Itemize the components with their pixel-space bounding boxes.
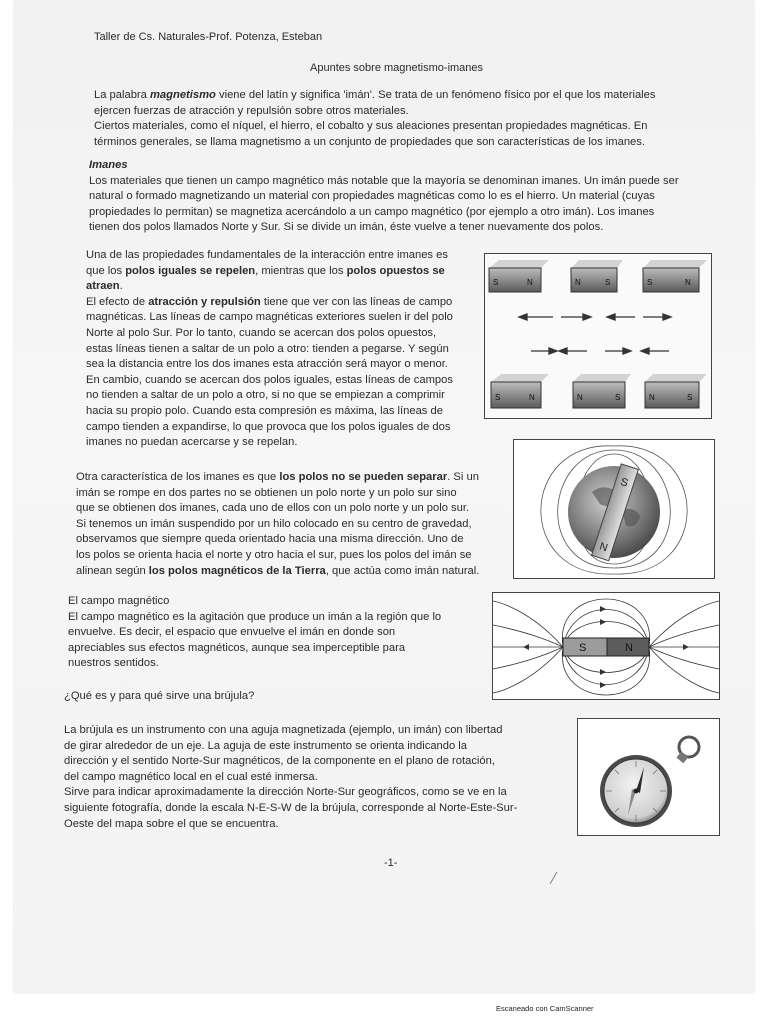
pole-label: N	[527, 278, 533, 287]
pole-label: S	[647, 278, 653, 287]
text-line: Sirve para indicar aproximadamente la dirección Norte-Sur geográficos, como se ve en la	[64, 786, 507, 799]
keyword-atraen: atraen	[86, 280, 120, 293]
text-line: imán se rompe en dos partes no se obtienen un polo norte y un polo sur sino	[76, 486, 457, 499]
pole-label: N	[685, 278, 691, 287]
page-number: -1-	[384, 857, 398, 869]
text-line: los polos se orienta hacia el norte y otro hacia el sur, pues los polos del imán se	[76, 548, 472, 561]
text: alinean según	[76, 564, 149, 577]
compass-figure	[577, 718, 720, 836]
pole-label: S	[687, 393, 693, 402]
text-line: estas líneas tienen a saltar de un polo a otro: tienden a pegarse. Y según	[86, 342, 449, 355]
pole-label: S	[618, 475, 630, 490]
keyword-polos-iguales: polos iguales se repelen	[125, 264, 256, 277]
text-line: Los materiales que tienen un campo magnético más notable que la mayoría se denominan imanes. Un imán puede ser	[89, 174, 679, 187]
magnetic-field-figure	[492, 592, 720, 700]
text-line: Norte al polo Sur. Por lo tanto, cuando se acercan dos polos opuestos,	[86, 326, 437, 339]
text: La palabra	[94, 89, 150, 101]
keyword-no-separar: los polos no se pueden separar	[279, 471, 448, 483]
keyword-magnetismo: magnetismo	[149, 89, 216, 101]
text-line: términos generales, se llama magnetismo a un conjunto de propiedades que son características de los imanes.	[94, 135, 645, 148]
text-line: Si tenemos un imán suspendido por un hilo colocado en su centro de gravedad,	[76, 517, 472, 530]
pole-label: S	[495, 393, 501, 402]
magnet-pair-3	[643, 260, 707, 292]
text-line: propiedades lo permitan) se magnetiza acercándolo a un campo magnético (por ejemplo a otro imán). Los imanes	[89, 205, 655, 218]
text: , mientras que los	[255, 264, 347, 277]
document-header: Taller de Cs. Naturales-Prof. Potenza, Esteban	[94, 31, 323, 43]
magnet-pair-2	[571, 260, 623, 292]
text-line: Una de las propiedades fundamentales de la interacción entre imanes es	[86, 249, 448, 261]
magnet-pair-6	[645, 374, 707, 408]
pole-label: S	[493, 278, 499, 287]
imanes-section	[89, 158, 709, 236]
compass-icon	[600, 737, 699, 827]
brujula-question: ¿Qué es y para qué sirve una brújula?	[64, 690, 255, 702]
text-line: sea la distancia entre los dos imanes esta atracción será mayor o menor.	[86, 358, 448, 371]
text-line: de girar alrededor de un eje. La aguja de este instrumento se orienta indicando la	[64, 739, 468, 752]
text: que los	[86, 264, 126, 277]
field-bar-magnet	[563, 638, 649, 656]
text: Otra característica de los imanes es que	[76, 471, 280, 483]
pole-label: S	[605, 278, 611, 287]
keyword-polos-opuestos: polos opuestos se	[346, 264, 445, 277]
campo-heading: El campo magnético	[68, 595, 170, 607]
text-line: Ciertos materiales, como el níquel, el hierro, el cobalto y sus aleaciones presentan propiedades magnéticas. En	[94, 120, 648, 133]
magnet-pair-5	[573, 374, 631, 408]
magnets-interaction-figure	[484, 253, 712, 419]
text-line: magnéticas. Las líneas de campo magnéticas exteriores suelen ir del polo	[86, 311, 453, 324]
text: . Si un	[447, 471, 479, 483]
text-line: observamos que siempre queda orientado hacia una misma dirección. Uno de	[76, 533, 464, 546]
propiedades-section	[86, 248, 478, 451]
text: .	[119, 280, 123, 293]
text: El efecto de	[86, 295, 149, 308]
imanes-heading: Imanes	[89, 159, 128, 171]
pole-label: N	[597, 540, 610, 555]
text-line: natural o formado magnetizando un material con propiedades magnéticas como lo es el hierro. Un material (cuyas	[89, 190, 655, 203]
text-line: La brújula es un instrumento con una aguja magnetizada (ejemplo, un imán) con libertad	[64, 724, 503, 736]
pole-label: S	[579, 642, 587, 654]
scanner-footer: Escaneado con CamScanner	[496, 1004, 594, 1013]
pole-label: N	[625, 642, 633, 654]
pole-label: N	[575, 278, 581, 287]
text-line: El campo magnético es la agitación que produce un imán a la región que lo	[68, 610, 442, 623]
text-line: Oeste del mapa sobre el que se encuentra.	[64, 817, 279, 830]
text: tiene que ver con las líneas de campo	[260, 295, 453, 308]
text: viene del latín y significa 'imán'. Se trata de un fenómeno físico por el que los materiales	[215, 89, 656, 101]
text-line: imanes no puedan acercarse y se repelan.	[86, 436, 298, 449]
pole-label: N	[649, 393, 655, 402]
text-line: no tienden a saltar de un polo a otro, si no que se empiezan a comprimir	[86, 389, 445, 402]
brujula-section	[64, 723, 574, 832]
pole-label: N	[529, 393, 535, 402]
text-line: envuelve. Es decir, el espacio que envuelve el imán en donde son	[68, 626, 396, 639]
text-line: que se obtienen dos imanes, cada uno de ellos con un polo norte y un polo sur.	[76, 502, 470, 515]
text-line: ejercen fuerzas de atracción y repulsión sobre otros materiales.	[94, 104, 409, 117]
keyword-atraccion-repulsion: atracción y repulsión	[148, 295, 261, 308]
text-line: hacia su propio polo. Cuando esta compresión es máxima, las líneas de	[86, 404, 443, 417]
document-title: Apuntes sobre magnetismo-imanes	[310, 62, 484, 74]
magnet-pair-4	[491, 374, 549, 408]
text-line: tienen dos polos llamados Norte y Sur. Si se divide un imán, éste vuelve a tener nuevamente dos polos.	[89, 221, 604, 234]
repel-arrows	[519, 314, 671, 320]
campo-section	[68, 594, 488, 672]
keyword-polos-tierra: los polos magnéticos de la Tierra	[148, 564, 326, 577]
text-line: del campo magnético local en el cual esté inmersa.	[64, 770, 318, 783]
pole-label: N	[577, 393, 583, 402]
text-line: campo tienden a expandirse, lo que provoca que los polos iguales de dos	[86, 420, 451, 433]
text: , que actúa como imán natural.	[325, 564, 480, 577]
attract-arrows	[531, 348, 669, 354]
intro-paragraph	[94, 88, 684, 150]
separar-section	[76, 470, 506, 579]
earth-magnet-figure	[513, 439, 715, 579]
text-line: nuestros sentidos.	[68, 657, 159, 670]
text-line: apreciables sus efectos magnéticos, aunque sea imperceptible para	[68, 641, 406, 654]
text-line: dirección y el sentido Norte-Sur magnéticos, de la componente en el plano de rotación,	[64, 755, 495, 768]
text-line: En cambio, cuando se acercan dos polos iguales, estas líneas de campos	[86, 373, 453, 386]
pole-label: S	[615, 393, 621, 402]
text-line: siguiente fotografía, donde la escala N-E-S-W de la brújula, corresponde al Norte-Este-Sur-	[64, 801, 518, 814]
magnet-pair-1	[489, 260, 549, 292]
